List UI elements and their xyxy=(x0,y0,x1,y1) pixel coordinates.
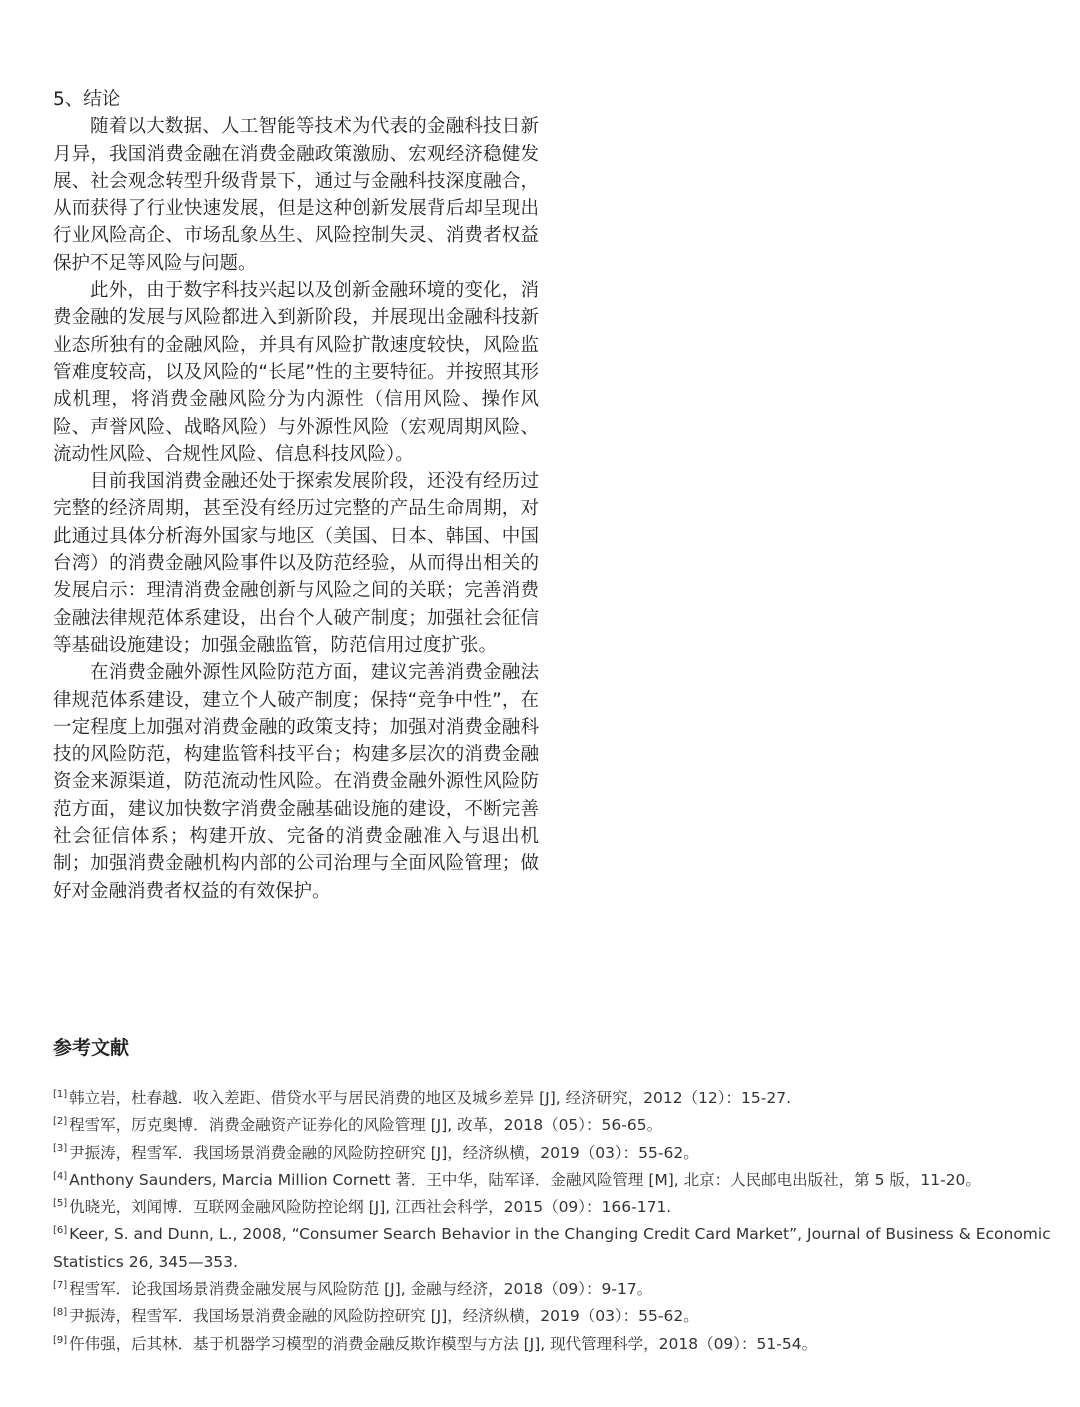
reference-number: [8] xyxy=(53,1307,68,1319)
reference-item xyxy=(53,1194,1058,1221)
reference-item xyxy=(53,1221,1058,1276)
reference-number: [7] xyxy=(53,1279,68,1291)
paragraph: 此外，由于数字科技兴起以及创新金融环境的变化，消费金融的发展与风险都进入到新阶段，并展现出金融科技新业态所独有的金融风险，并具有风险扩散速度较快，风险监管难度较高，以及风险的“长尾”性的主要特征。并按照其形成机理，将消费金融风险分为内源性（信用风险、操作风险、声誉风险、战略风险）与外源性风险（宏观周期风险、流动性风险、合规性风险、信息科技风险）。 xyxy=(53,280,539,465)
reference-text: 程雪军．论我国场景消费金融发展与风险防范 [J], 金融与经济，2018（09）：9-17。 xyxy=(69,1280,653,1299)
reference-item xyxy=(53,1303,1058,1330)
reference-text: Keer, S. and Dunn, L., 2008, “Consumer Search Behavior in the Changing Credit Card Market”, Journal of Business & Economic Statistics 26, 345—353. xyxy=(53,1225,1051,1271)
reference-item xyxy=(53,1140,1058,1167)
reference-item xyxy=(53,1085,1058,1112)
conclusion-section xyxy=(53,86,539,905)
reference-item xyxy=(53,1112,1058,1139)
reference-text: 韩立岩，杜春越．收入差距、借贷水平与居民消费的地区及城乡差异 [J], 经济研究，2012（12）：15-27. xyxy=(69,1089,792,1107)
section-heading: 5、结论 xyxy=(53,89,121,110)
reference-text: Anthony Saunders, Marcia Million Cornett 著．王中华，陆军译．金融风险管理 [M], 北京：人民邮电出版社，第 5 版，11-20。 xyxy=(69,1170,981,1189)
reference-number: [5] xyxy=(53,1198,68,1210)
paragraph: 随着以大数据、人工智能等技术为代表的金融科技日新月异，我国消费金融在消费金融政策激励、宏观经济稳健发展、社会观念转型升级背景下，通过与金融科技深度融合，从而获得了行业快速发展，但是这种创新发展背后却呈现出行业风险高企、市场乱象丛生、风险控制失灵、消费者权益保护不足等风险与问题。 xyxy=(53,116,539,274)
references-title: 参考文献 xyxy=(53,1037,130,1059)
reference-text: 仇晓光，刘闻博．互联网金融风险防控论纲 [J], 江西社会科学，2015（09）：166-171. xyxy=(69,1198,672,1217)
reference-number: [2] xyxy=(53,1116,68,1128)
reference-text: 尹振涛，程雪军．我国场景消费金融的风险防控研究 [J]，经济纵横，2019（03）：55-62。 xyxy=(69,1307,699,1326)
paragraph: 在消费金融外源性风险防范方面，建议完善消费金融法律规范体系建设，建立个人破产制度；保持“竞争中性”，在一定程度上加强对消费金融的政策支持；加强对消费金融科技的风险防范，构建监管科技平台；构建多层次的消费金融资金来源渠道，防范流动性风险。在消费金融外源性风险防范方面，建议加快数字消费金融基础设施的建设，不断完善社会征信体系；构建开放、完备的消费金融准入与退出机制；加强消费金融机构内部的公司治理与全面风险管理；做好对金融消费者权益的有效保护。 xyxy=(53,662,539,902)
reference-text: 仵伟强，后其林．基于机器学习模型的消费金融反欺诈模型与方法 [J], 现代管理科学，2018（09）：51-54。 xyxy=(69,1334,818,1353)
reference-item xyxy=(53,1331,1058,1358)
reference-number: [4] xyxy=(53,1170,68,1182)
reference-item xyxy=(53,1167,1058,1194)
reference-text: 尹振涛，程雪军．我国场景消费金融的风险防控研究 [J]，经济纵横，2019（03）：55-62。 xyxy=(69,1143,699,1162)
reference-number: [6] xyxy=(53,1225,68,1237)
reference-text: 程雪军，厉克奥博．消费金融资产证券化的风险管理 [J], 改革，2018（05）：56-65。 xyxy=(69,1116,663,1135)
reference-number: [3] xyxy=(53,1143,68,1155)
reference-number: [9] xyxy=(53,1334,68,1346)
reference-item xyxy=(53,1276,1058,1303)
reference-list xyxy=(53,1085,1058,1358)
reference-number: [1] xyxy=(53,1088,68,1100)
paragraph: 目前我国消费金融还处于探索发展阶段，还没有经历过完整的经济周期，甚至没有经历过完整的产品生命周期，对此通过具体分析海外国家与地区（美国、日本、韩国、中国台湾）的消费金融风险事件以及防范经验，从而得出相关的发展启示：理清消费金融创新与风险之间的关联；完善消费金融法律规范体系建设，出台个人破产制度；加强社会征信等基础设施建设；加强金融监管，防范信用过度扩张。 xyxy=(53,471,539,656)
